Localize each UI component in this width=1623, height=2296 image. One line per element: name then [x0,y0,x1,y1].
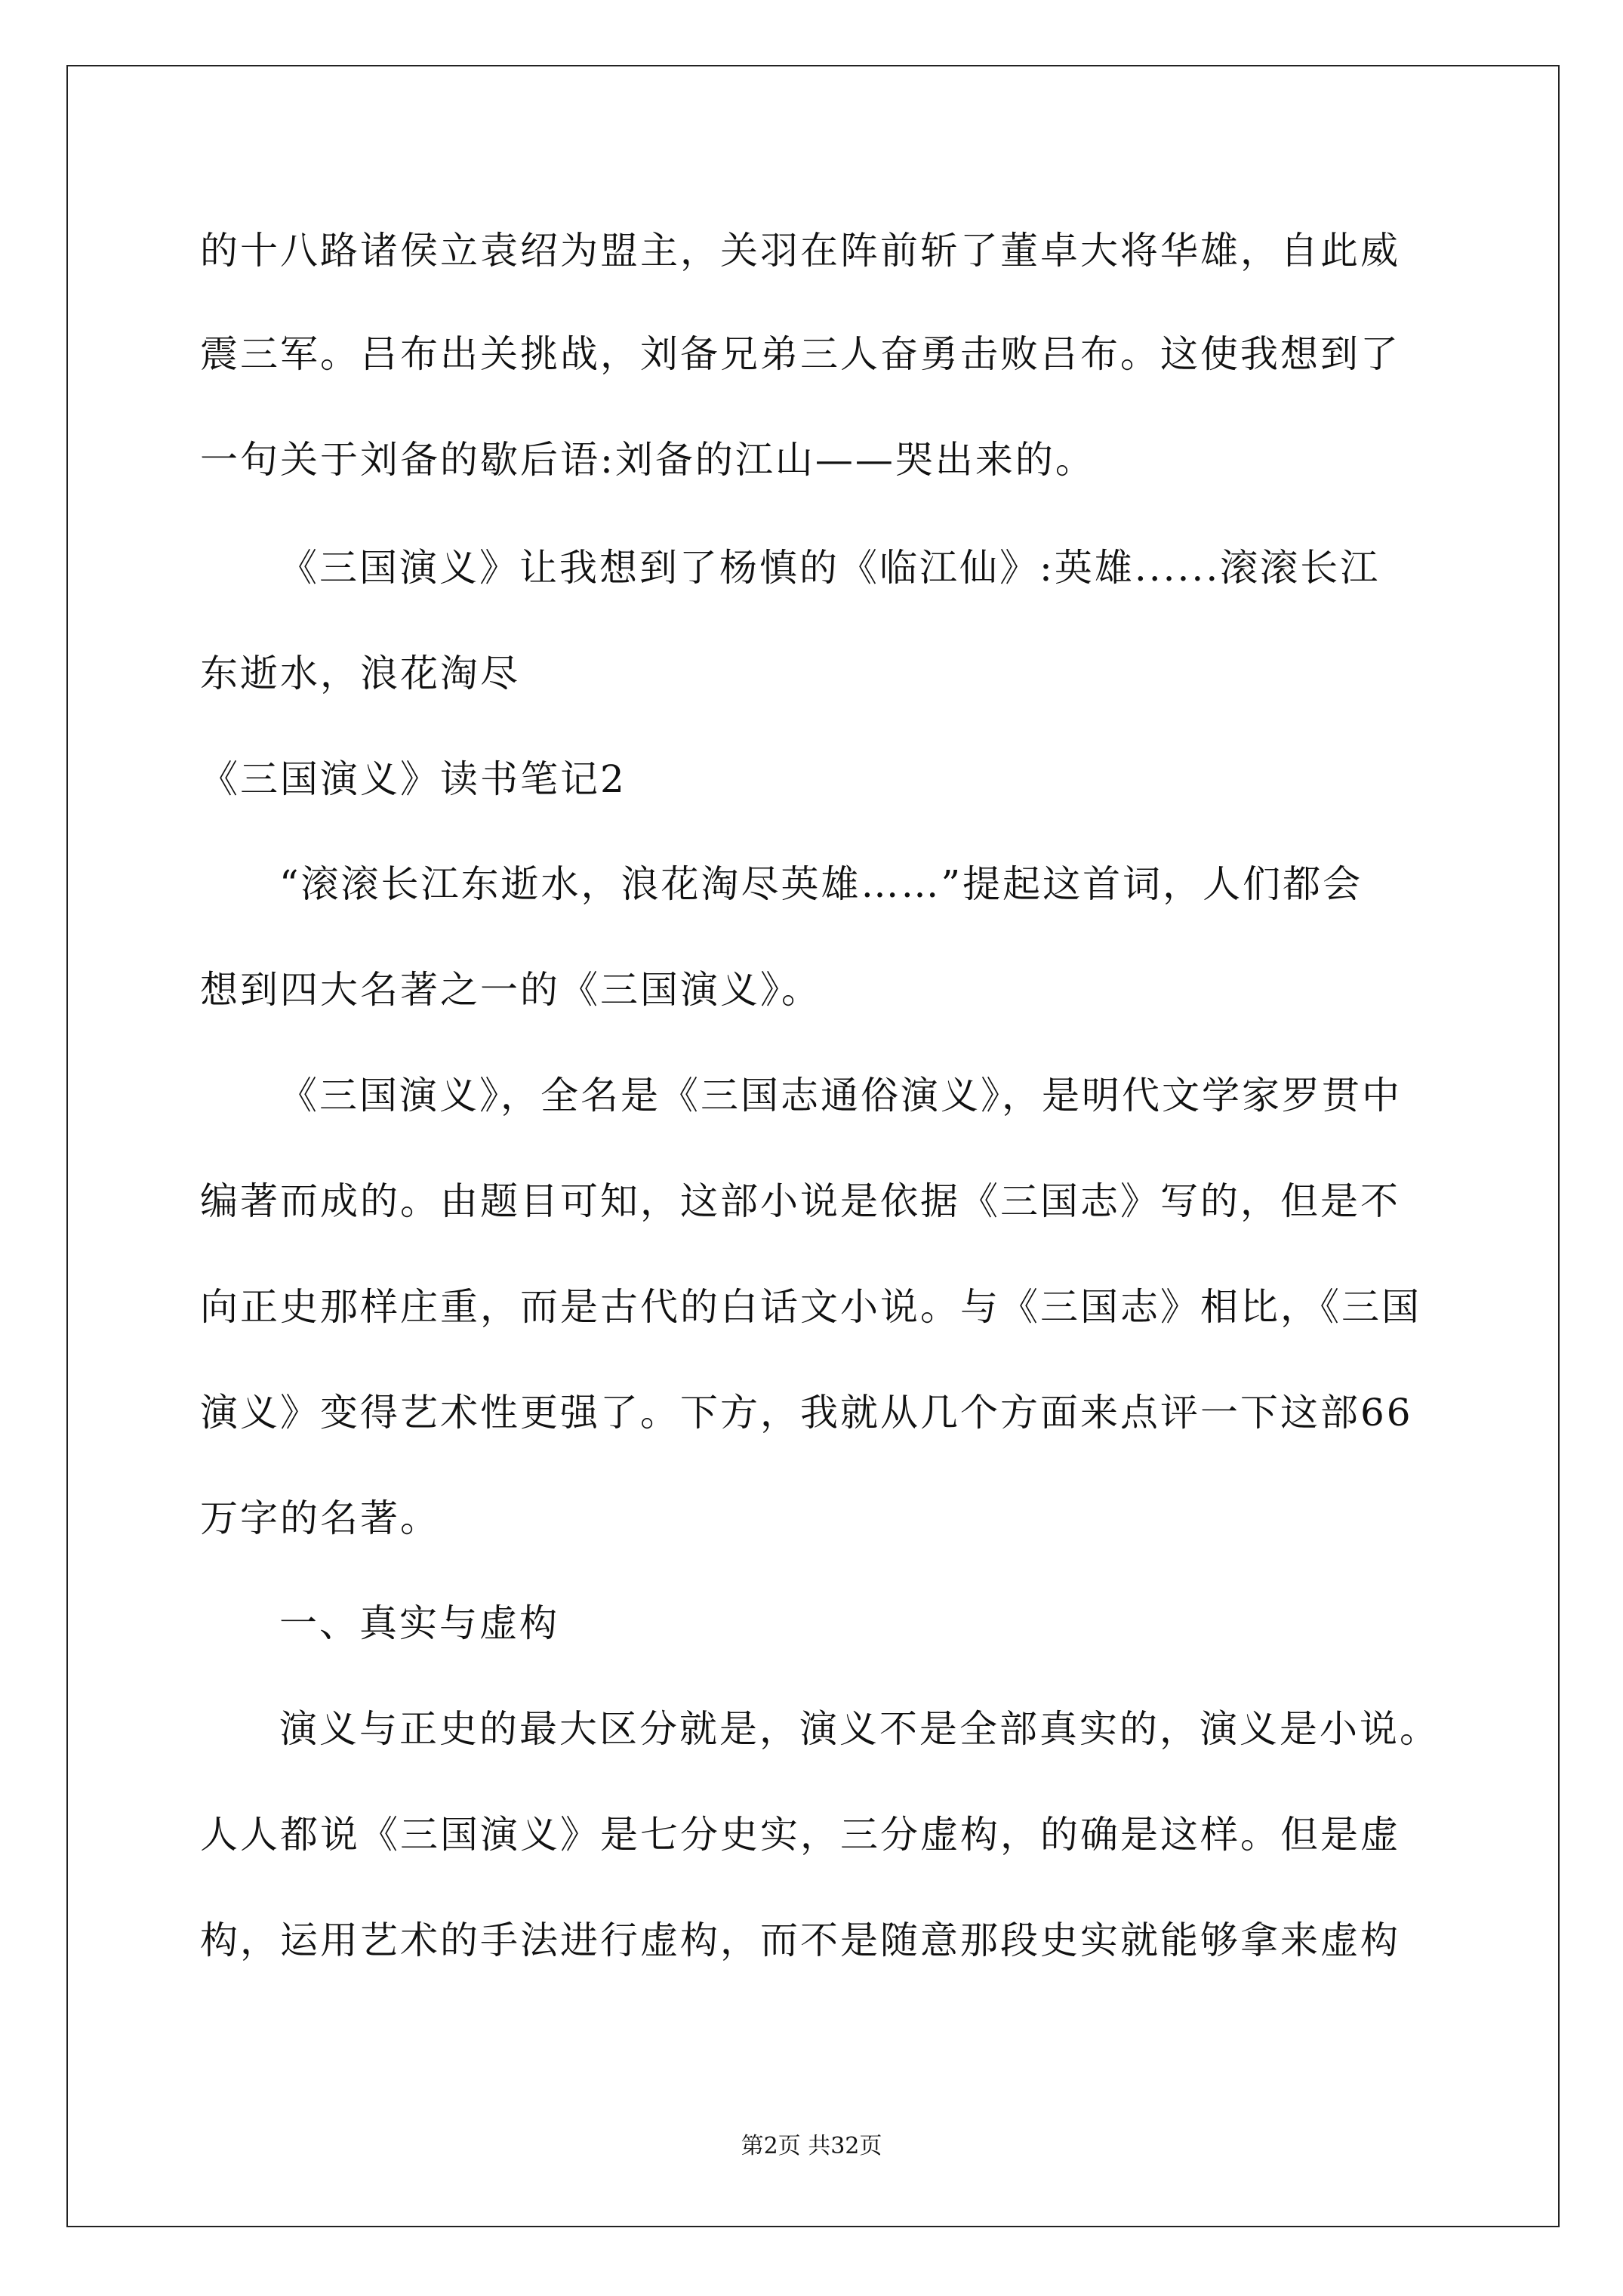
subsection-heading: 一、真实与虚构 [279,1601,559,1645]
text-line: 一句关于刘备的歇后语:刘备的江山——哭出来的。 [200,438,1095,482]
text-line: 《三国演义》让我想到了杨慎的《临江仙》:英雄......滚滚长江 [279,546,1381,590]
text-line: 的十八路诸侯立袁绍为盟主，关羽在阵前斩了董卓大将华雄，自此威 [200,229,1400,273]
text-line: 编著而成的。由题目可知，这部小说是依据《三国志》写的，但是不 [200,1179,1400,1223]
text-line: 震三军。吕布出关挑战，刘备兄弟三人奋勇击败吕布。这使我想到了 [200,332,1400,376]
text-line: 万字的名著。 [200,1496,440,1540]
text-line: 演义》变得艺术性更强了。下方，我就从几个方面来点评一下这部66 [200,1391,1413,1435]
text-line: 构，运用艺术的手法进行虚构，而不是随意那段史实就能够拿来虚构 [200,1918,1400,1962]
text-line: 想到四大名著之一的《三国演义》。 [200,968,821,1012]
page-footer: 第2页 共32页 [741,2133,882,2159]
section-heading: 《三国演义》读书笔记2 [200,757,627,801]
page-border [66,65,1560,2227]
text-line: 演义与正史的最大区分就是，演义不是全部真实的，演义是小说。 [279,1707,1440,1751]
text-line: 向正史那样庄重，而是古代的白话文小说。与《三国志》相比，《三国 [200,1285,1421,1329]
text-line: 《三国演义》，全名是《三国志通俗演义》，是明代文学家罗贯中 [279,1074,1402,1117]
text-line: 人人都说《三国演义》是七分史实，三分虚构，的确是这样。但是虚 [200,1813,1400,1857]
text-line: “滚滚长江东逝水，浪花淘尽英雄……”提起这首词，人们都会 [279,862,1363,906]
text-line: 东逝水，浪花淘尽 [200,652,520,695]
